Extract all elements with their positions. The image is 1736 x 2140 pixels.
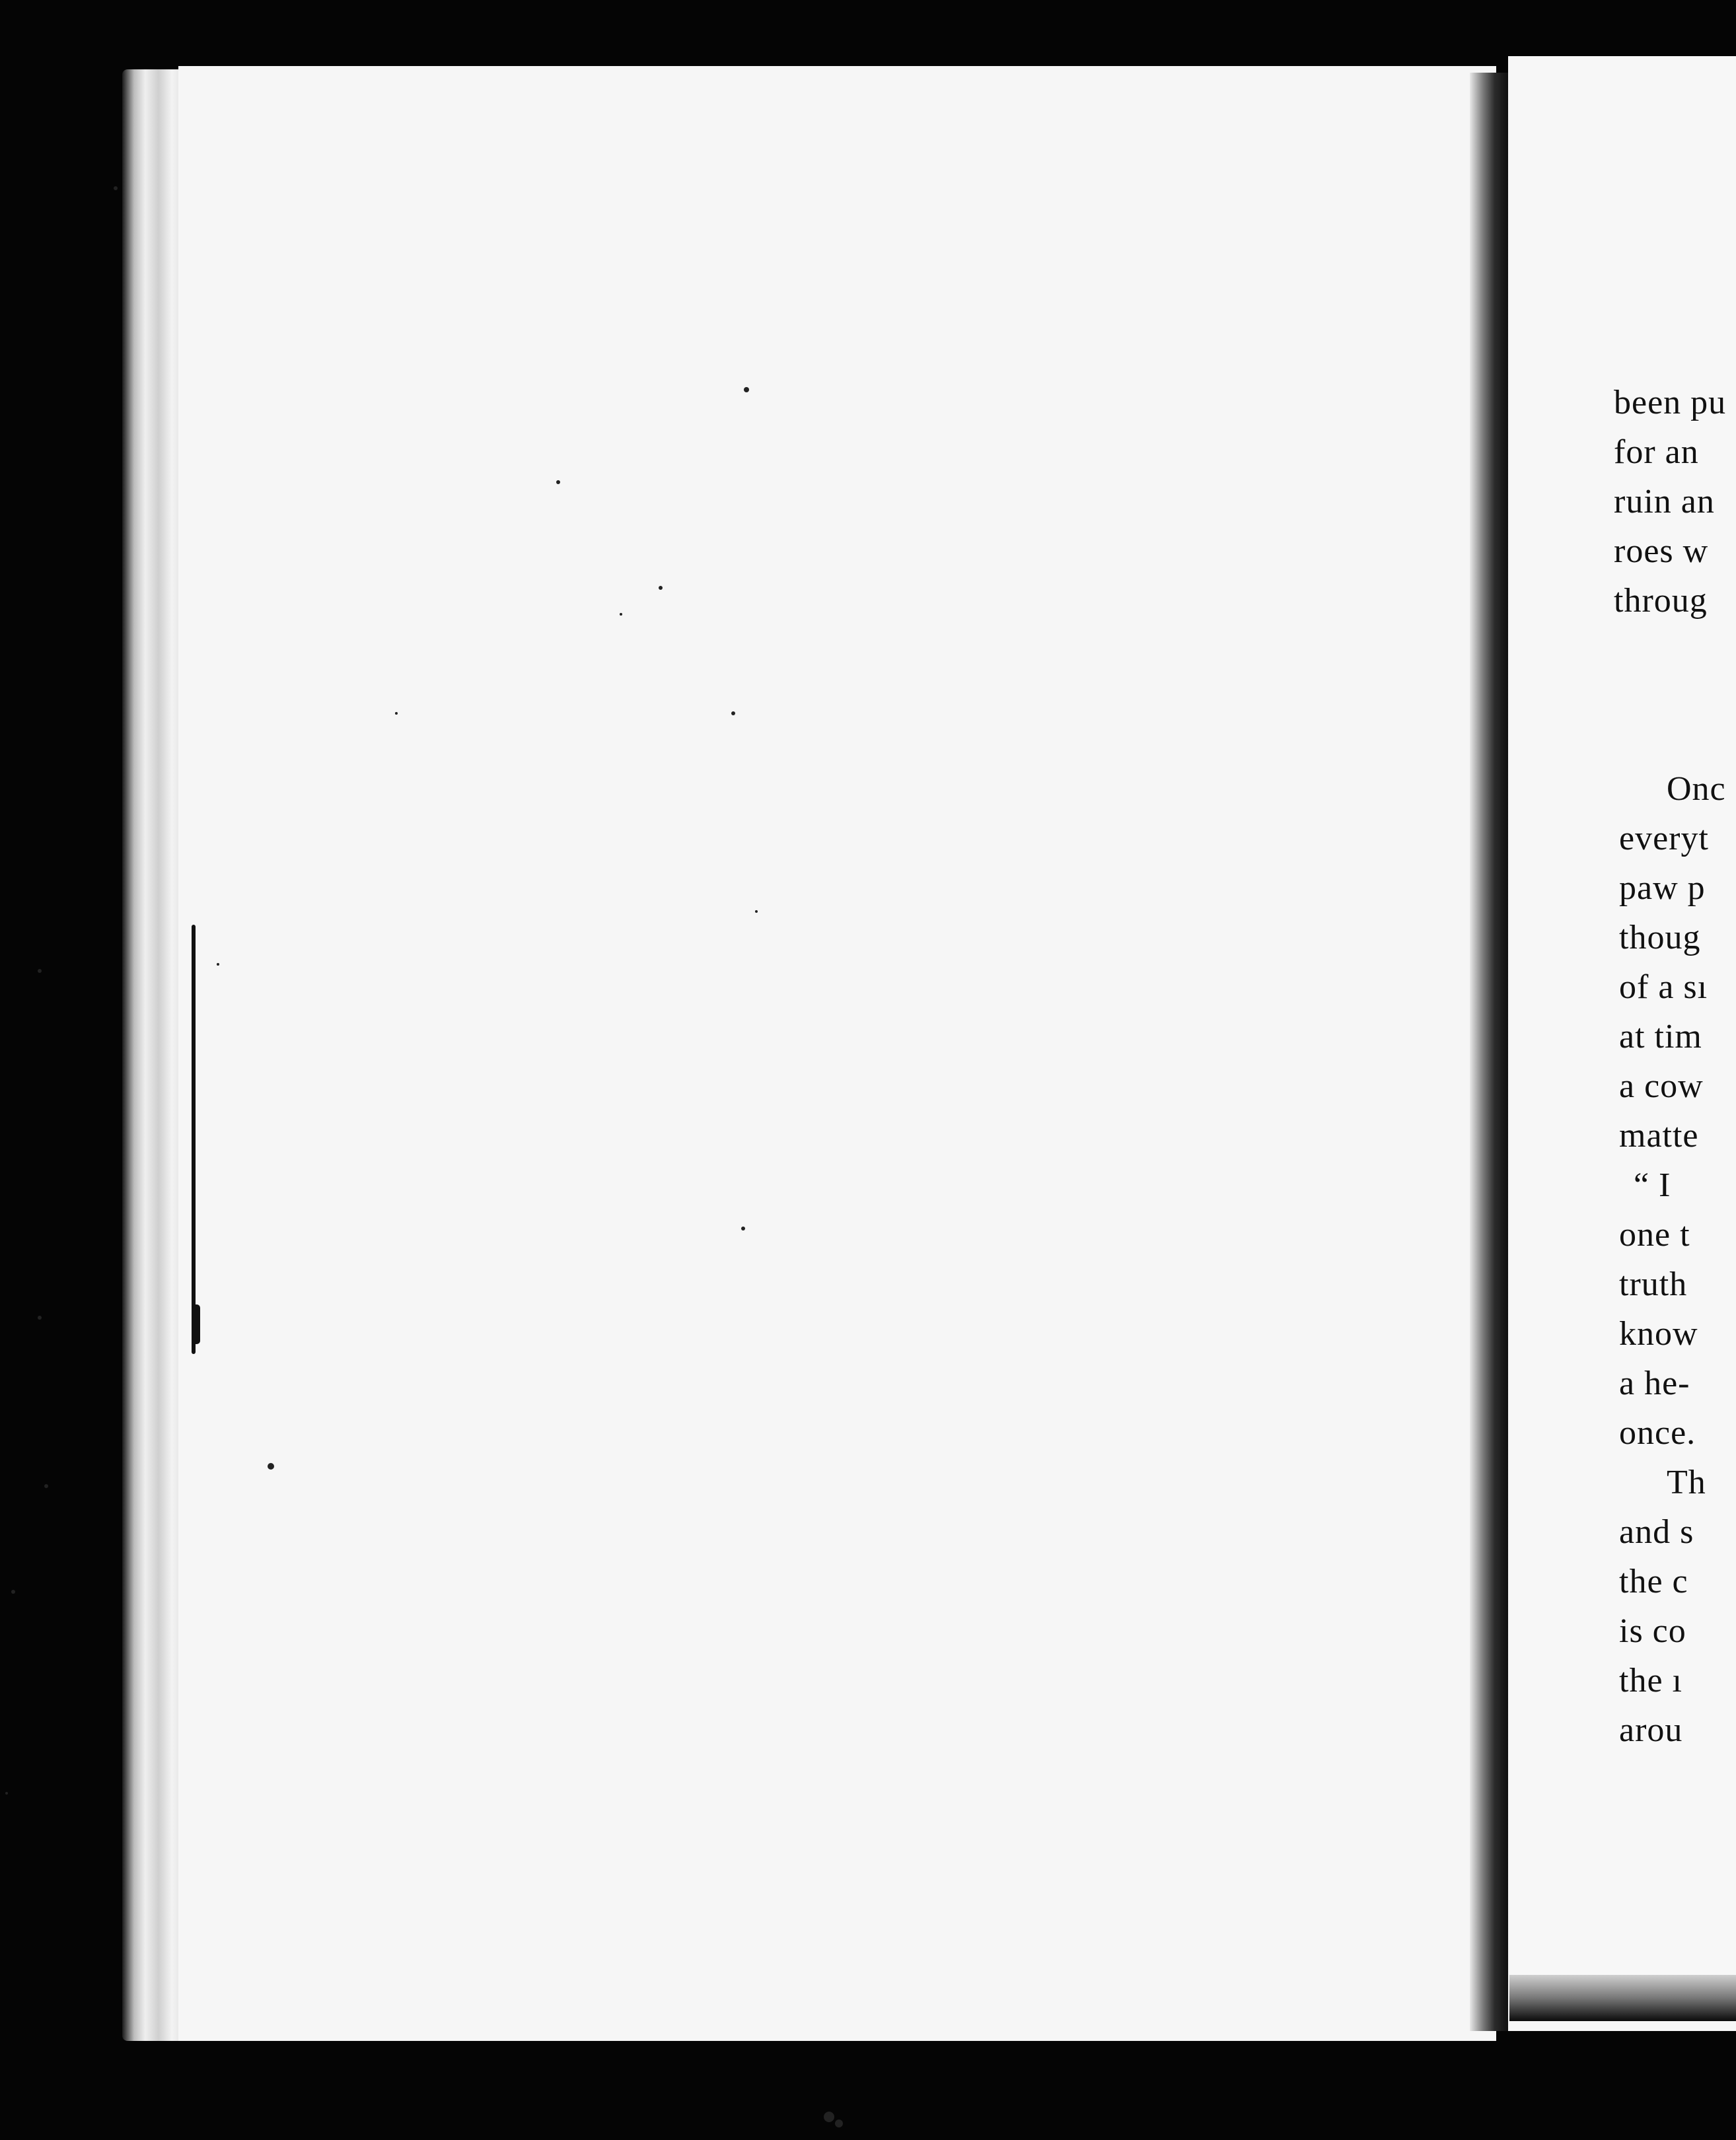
text-line: been pu bbox=[1614, 384, 1727, 421]
text-line: truth bbox=[1619, 1266, 1688, 1303]
text-line: throug bbox=[1614, 582, 1708, 620]
text-line: is co bbox=[1619, 1612, 1686, 1650]
book-gutter bbox=[1470, 73, 1508, 2031]
text-line: at tim bbox=[1619, 1018, 1702, 1055]
page-bottom-shadow bbox=[1509, 1975, 1736, 2021]
text-line: matte bbox=[1619, 1117, 1699, 1155]
text-line: for an bbox=[1614, 433, 1699, 471]
text-line: a cow bbox=[1619, 1067, 1704, 1105]
text-line: of a sı bbox=[1619, 968, 1708, 1006]
text-line: Onc bbox=[1667, 770, 1726, 808]
text-line: ruin an bbox=[1614, 483, 1715, 520]
text-line: the ı bbox=[1619, 1662, 1682, 1699]
text-line: know bbox=[1619, 1315, 1698, 1353]
text-line: roes w bbox=[1614, 532, 1709, 570]
text-line: thoug bbox=[1619, 919, 1701, 956]
text-line: paw p bbox=[1619, 869, 1706, 907]
text-line: one t bbox=[1619, 1216, 1690, 1254]
text-line: and s bbox=[1619, 1513, 1694, 1551]
text-line: arou bbox=[1619, 1711, 1683, 1749]
text-line: the c bbox=[1619, 1563, 1688, 1600]
text-line: everyt bbox=[1619, 820, 1709, 857]
text-line: Th bbox=[1667, 1464, 1706, 1501]
text-line: “ I bbox=[1634, 1166, 1671, 1204]
text-line: once. bbox=[1619, 1414, 1696, 1452]
right-page-text bbox=[1508, 56, 1736, 2031]
text-line: a he- bbox=[1619, 1365, 1690, 1402]
